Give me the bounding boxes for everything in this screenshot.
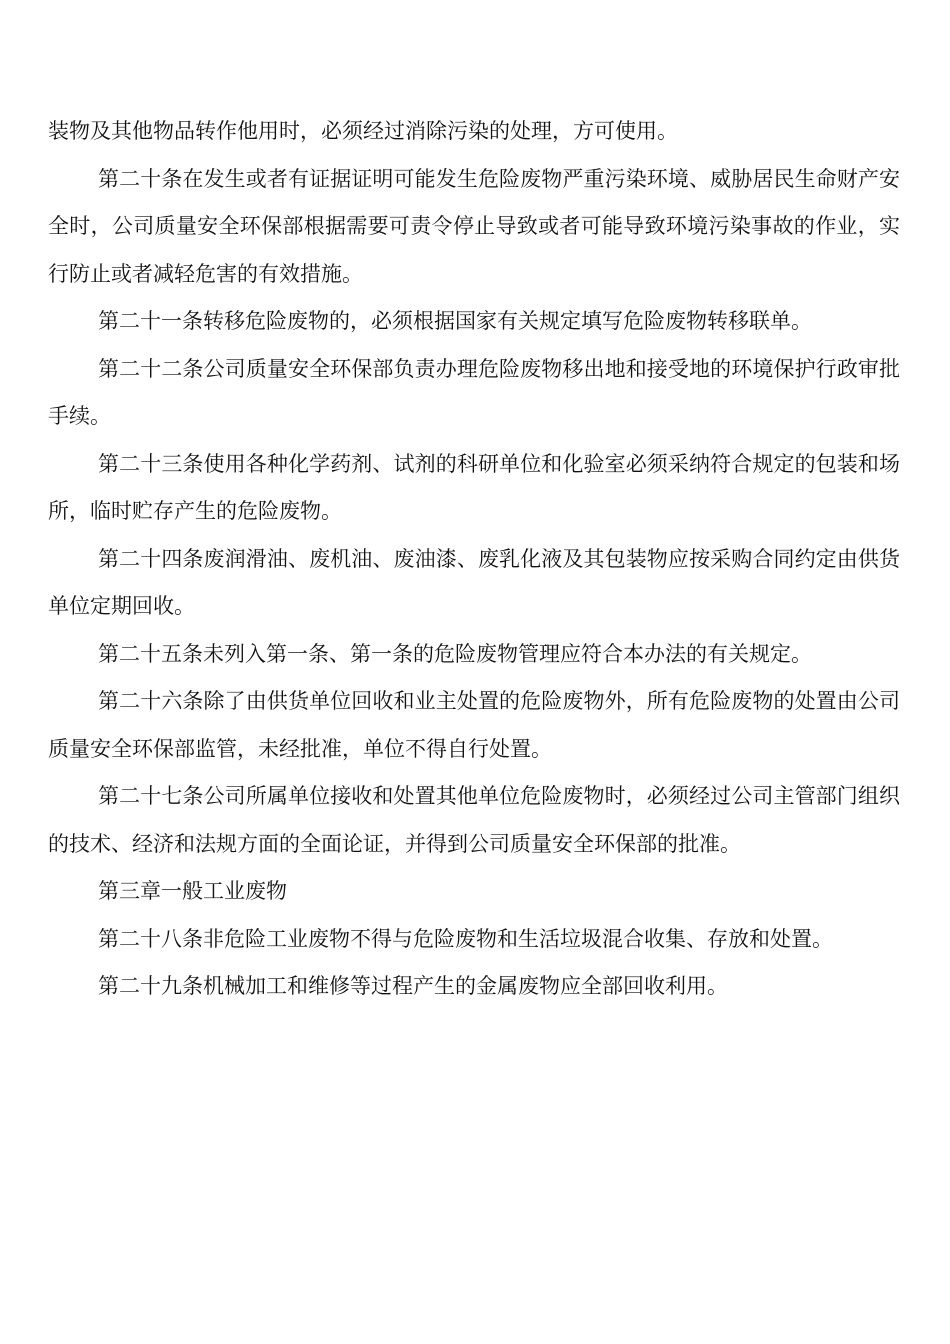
paragraph-article-23: 第二十三条使用各种化学药剂、试剂的科研单位和化验室必须采纳符合规定的包装和场所，临时贮存产生的危险废物。 [48, 451, 900, 523]
paragraph-article-21: 第二十一条转移危险废物的，必须根据国家有关规定填写危险废物转移联单。 [98, 309, 812, 333]
paragraph-article-26: 第二十六条除了由供货单位回收和业主处置的危险废物外，所有危险废物的处置由公司质量安全环保部监管，未经批准，单位不得自行处置。 [48, 689, 900, 761]
paragraph-article-20: 第二十条在发生或者有证据证明可能发生危险废物严重污染环境、威胁居民生命财产安全时，公司质量安全环保部根据需要可责令停止导致或者可能导致环境污染事故的作业，实行防止或者减轻危害的有效措施。 [48, 166, 900, 286]
paragraph-article-25: 第二十五条未列入第一条、第一条的危险废物管理应符合本办法的有关规定。 [98, 641, 812, 666]
paragraph-article-29: 第二十九条机械加工和维修等过程产生的金属废物应全部回收利用。 [98, 974, 728, 998]
paragraph-continuation: 装物及其他物品转作他用时，必须经过消除污染的处理，方可使用。 [48, 119, 678, 143]
paragraph-article-28: 第二十八条非危险工业废物不得与危险废物和生活垃圾混合收集、存放和处置。 [98, 926, 833, 951]
paragraph-article-27: 第二十七条公司所属单位接收和处置其他单位危险废物时，必须经过公司主管部门组织的技术、经济和法规方面的全面论证，并得到公司质量安全环保部的批准。 [48, 784, 900, 856]
paragraph-article-24: 第二十四条废润滑油、废机油、废油漆、废乳化液及其包装物应按采购合同约定由供货单位定期回收。 [48, 546, 900, 618]
paragraph-article-22: 第二十二条公司质量安全环保部负责办理危险废物移出地和接受地的环境保护行政审批手续。 [48, 356, 900, 428]
document-body [48, 108, 900, 1011]
chapter-heading: 第三章一般工业废物 [98, 879, 287, 903]
